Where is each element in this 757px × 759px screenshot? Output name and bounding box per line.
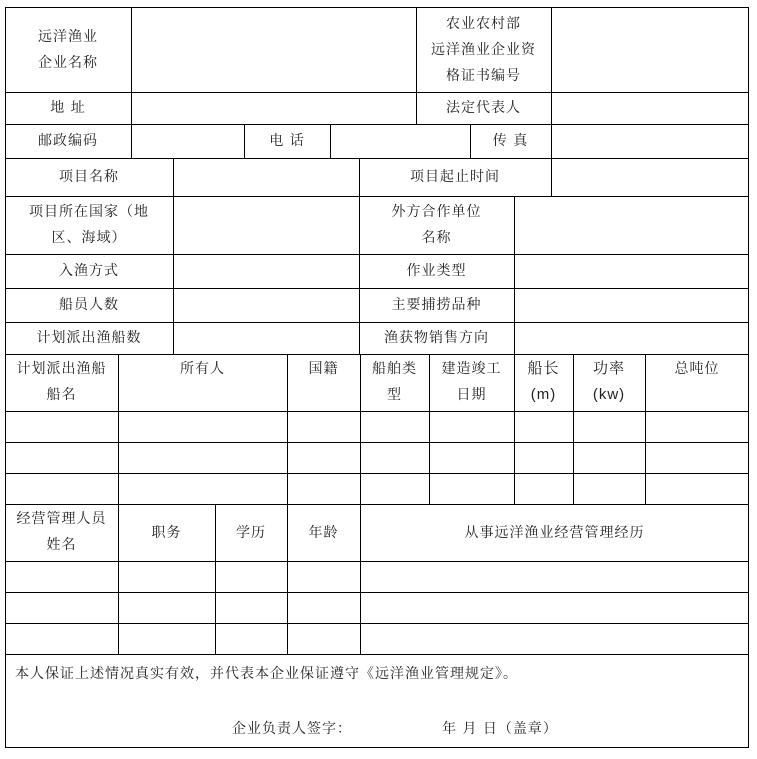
manager-name-header: 经营管理人员 姓名 [16, 511, 107, 553]
operation-type-label: 作业类型 [406, 263, 467, 279]
signature-label: 企业负责人签字： [232, 721, 352, 737]
cert-number-field[interactable] [551, 7, 749, 92]
row-line [5, 654, 749, 655]
entry-method-field[interactable] [173, 254, 359, 288]
vessel-type-header: 船舶类 型 [372, 361, 417, 403]
address-label: 地 址 [50, 100, 86, 116]
main-species-field[interactable] [514, 288, 749, 322]
project-period-label: 项目起止时间 [410, 169, 500, 185]
postcode-label: 邮政编码 [38, 133, 98, 149]
phone-field[interactable] [330, 124, 470, 158]
catch-sales-field[interactable] [514, 322, 749, 354]
fax-field[interactable] [551, 124, 749, 158]
power-header: 功率 (kw) [592, 360, 626, 403]
owner-header: 所有人 [180, 361, 225, 377]
address-field[interactable] [131, 92, 416, 124]
cert-number-label: 农业农村部 远洋渔业企业资 格证书编号 [431, 15, 536, 84]
fax-label: 传 真 [492, 133, 529, 149]
vessel-row[interactable] [5, 442, 749, 473]
main-species-label: 主要捕捞品种 [391, 297, 482, 313]
education-header: 学历 [236, 524, 266, 541]
entry-method-label: 入渔方式 [59, 263, 119, 279]
vessel-row[interactable] [5, 411, 749, 442]
manager-row[interactable] [5, 592, 749, 623]
company-name-label: 远洋渔业 企业名称 [38, 28, 98, 71]
planned-vessels-label: 计划派出渔船数 [36, 330, 142, 346]
legal-rep-label: 法定代表人 [446, 100, 521, 116]
partner-label: 外方合作单位 名称 [391, 204, 482, 246]
partner-field[interactable] [514, 196, 749, 254]
crew-count-field[interactable] [173, 288, 359, 322]
age-header: 年龄 [308, 524, 339, 541]
declaration-text: 本人保证上述情况真实有效，并代表本企业保证遵守《远洋渔业管理规定》。 [15, 666, 518, 682]
operation-type-field[interactable] [514, 254, 749, 288]
planned-vessels-field[interactable] [173, 322, 359, 354]
vessel-row[interactable] [5, 473, 749, 504]
project-name-label: 项目名称 [59, 169, 119, 185]
vessel-name-header: 计划派出渔船 船名 [16, 361, 107, 403]
phone-label: 电 话 [269, 133, 305, 149]
project-period-field[interactable] [551, 158, 749, 196]
manager-row[interactable] [5, 561, 749, 592]
manager-row[interactable] [5, 623, 749, 654]
company-name-field[interactable] [131, 7, 416, 92]
date-stamp-label: 年 月 日（盖章） [442, 721, 558, 737]
project-country-field[interactable] [173, 196, 359, 254]
postcode-field[interactable] [131, 124, 244, 158]
nationality-header: 国籍 [308, 361, 339, 377]
catch-sales-label: 渔获物销售方向 [384, 330, 489, 346]
project-name-field[interactable] [173, 158, 359, 196]
position-header: 职务 [151, 524, 182, 541]
build-date-header: 建造竣工 日期 [441, 361, 502, 403]
tonnage-header: 总吨位 [674, 361, 720, 377]
crew-count-label: 船员人数 [59, 297, 119, 313]
legal-rep-field[interactable] [551, 92, 749, 124]
project-country-label: 项目所在国家（地 区、海域） [29, 204, 149, 246]
experience-header: 从事远洋渔业经营管理经历 [464, 524, 645, 541]
length-header: 船长 (m) [527, 360, 560, 403]
